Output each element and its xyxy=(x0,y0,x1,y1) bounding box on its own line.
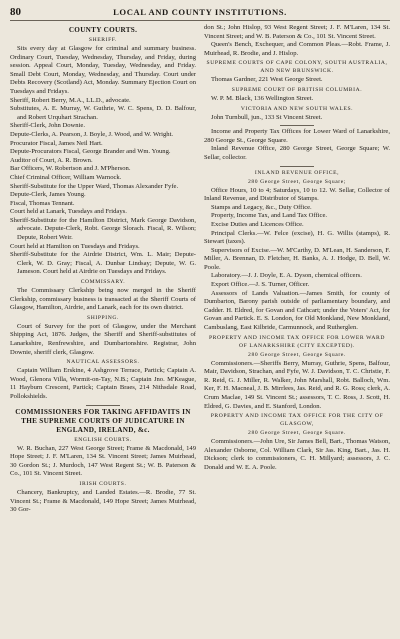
paragraph: Office Hours, 10 to 4; Saturdays, 10 to 12. W. Sellar, Collector of Inland Revenue, and Distributor of Stamps. xyxy=(204,186,390,203)
entry-line: Court held at Lanark, Tuesdays and Fridays. xyxy=(10,208,127,216)
paragraph: Income and Property Tax Offices for Lower Ward of Lanarkshire, 280 George St., George Square. xyxy=(204,128,390,144)
entry-line: Sheriff-Clerk, John Downie. xyxy=(10,122,85,130)
section-divider xyxy=(280,166,314,167)
entry-line: Sheriff-Substitute for the Airdrie District, Wm. L. Mair; Depute-Clerk, W. D. Gray; Fiscal, A. Dunbar Lindsay; Depute, W. G. Jameson. Court held at Airdrie on Tuesdays and Fridays. xyxy=(10,251,196,276)
section-heading: COMMISSIONERS FOR TAKING AFFIDAVITS IN THE SUPREME COURTS OF JUDICATURE IN ENGLAND, IRELAND, &c. xyxy=(15,407,191,434)
paragraph: Supervisors of Excise.—W. M'Carthy, D. M'Lean, H. Sanderson, F. Miller, A. Brennan, D. Fletcher, H. Banks, A. J. Hodge, D. Bell, W. Poole. xyxy=(204,246,390,271)
paragraph: W. R. Buchan, 227 West George Street; Frame & Macdonald, 149 Hope Street; J. F. M'Laren, 134 St. Vincent Street; James Muirhead, 30 Gordon St.; J. Murdoch, 147 West Regent St.; W. B. Paterson & Co., 101 St. Vincent Street. xyxy=(10,444,196,478)
entry-line: Depute-Clerk, James Young. xyxy=(10,191,86,199)
subsection-heading: 280 George Street, George Square. xyxy=(248,351,346,358)
subsection-heading: PROPERTY AND INCOME TAX OFFICE FOR LOWER WARD OF LANARKSHIRE (CITY EXCEPTED). xyxy=(208,334,386,349)
paragraph: John Turnbull, jun., 133 St Vincent Street. xyxy=(211,113,323,121)
subsection-heading: SHERIFF. xyxy=(88,37,118,43)
subsection-heading: NAUTICAL ASSESSORS. xyxy=(66,359,140,366)
subsection-heading: IRISH COURTS. xyxy=(79,480,127,487)
entry-line: Sheriff-Substitute for the Hamilton District, Mark George Davidson, advocate. Depute-Clerk, Robt. George Slorach. Fiscal, R. Wilson; Depute, Robert Weir. xyxy=(10,216,196,242)
subsection-heading: SUPREME COURTS OF CAPE COLONY, SOUTH AUSTRALIA, AND NEW BRUNSWICK. xyxy=(206,60,388,75)
paragraph: Stamps and Legacy, &c., Duty Office. xyxy=(211,203,312,211)
entry-line: Depute-Procurators Fiscal, George Brander and Wm. Young. xyxy=(10,148,171,156)
entry-line: Sheriff-Substitute for the Upper Ward, Thomas Alexander Fyfe. xyxy=(10,182,179,190)
section-heading: COUNTY COURTS. xyxy=(68,26,138,34)
subsection-heading: PROPERTY AND INCOME TAX OFFICE FOR THE CITY OF GLASGOW, xyxy=(210,413,384,428)
section-divider xyxy=(86,405,120,406)
paragraph: Inland Revenue Office, 280 George Street, George Square; W. Sellar, collector. xyxy=(204,145,390,161)
paragraph: Thomas Gardner, 221 West George Street. xyxy=(211,76,323,84)
paragraph: Queen's Bench, Exchequer, and Common Pleas.—Robt. Frame, J. Muirhead, R. Brodie, and J. Hislop. xyxy=(204,41,390,57)
entry-line: Bar Officers, W. Robertson and J. M'Pherson. xyxy=(10,165,131,173)
entry-line: Auditor of Court, A. R. Brown. xyxy=(10,156,93,164)
running-head xyxy=(10,6,390,21)
paragraph: W. P. M. Black, 136 Wellington Street. xyxy=(211,94,314,102)
entry-line: Court held at Hamilton on Tuesdays and Fridays. xyxy=(10,242,140,250)
right-column xyxy=(204,24,390,515)
left-column xyxy=(10,24,196,515)
paragraph: Principal Clerks.—W. Felce (excise), H. G. Willis (stamps), R. Stewart (taxes). xyxy=(204,229,390,246)
paragraph: don St.; John Hislop, 93 West Regent Street; J. F. M'Laren, 134 St. Vincent Street; and W. B. Paterson & Co., 101 St. Vincent Street. xyxy=(204,24,390,40)
subsection-heading: VICTORIA AND NEW SOUTH WALES. xyxy=(240,105,354,112)
subsection-heading: SHIPPING. xyxy=(87,314,119,321)
subsection-heading: 280 George Street, George Square; xyxy=(247,178,347,185)
paragraph: Commissioners.—Sheriffs Berry, Murray, Guthrie, Spens, Balfour, Mair, Davidson, Strachan, and Fyfe, W. J. Davidson, T. C. Christie, F. R. Reid, G. J. Miller, R. Walker, John Marshall, Robt. Balloch, Wm. Ker, F. H. Macneal, J. B. Mirrlees, Jas. Reid, and R. G. Ross; clerk, A. Crum Maclae, 149 St. Vincent St.; assessors, T. C. Ross, J. Scott, H. Eldred, G. Davies, and E. Stanford, London. xyxy=(204,359,390,410)
paragraph: Chancery, Bankruptcy, and Landed Estates.—R. Brodie, 77 St. Vincent St.; Frame & Macdonald, 149 Hope Street; James Muirhead, 30 Gor- xyxy=(10,488,196,514)
paragraph: Assessors of Lands Valuation.—James Smith, for county of Dumbarton, Barony parish outside of parliamentary boundary, and Cadder. H. Eldred, for Govan and Cathcart; under the Voters' Act, for Govan and Partick. E. S. London, for Old Monkland, New Monkland, Cambuslang, East Kilbride, Carmunnock, and Rutherglen. xyxy=(204,289,390,332)
paragraph: Captain William Erskine, 4 Ashgrove Terrace, Partick; Captain A. Wood, Glenora Villa, Wormit-on-Tay, N.B.; Captain Jno. M'Keague, 11 Hayburn Crescent, Partick; Captain Braes, 214 Nithsdale Road, Pollokshields. xyxy=(10,367,196,400)
entry-line: Depute-Clerks, A. Pearson, J. Boyle, J. Wood, and W. Wright. xyxy=(10,130,174,138)
entry-line: Procurator Fiscal, James Neil Hart. xyxy=(10,139,103,147)
running-title: LOCAL AND COUNTY INSTITUTIONS. xyxy=(113,7,287,17)
paragraph: Export Office.—J. S. Turner, Officer. xyxy=(211,281,310,289)
subsection-heading: 280 George Street, George Square. xyxy=(248,430,346,437)
subsection-heading: COMMISSARY. xyxy=(80,279,126,286)
entry-line: Chief Criminal Officer, William Warnock. xyxy=(10,173,122,181)
subsection-heading: INLAND REVENUE OFFICE, xyxy=(254,169,340,176)
entry-line: Sheriff, Robert Berry, M.A., LL.D., advocate. xyxy=(10,96,131,104)
paragraph: Sits every day at Glasgow for criminal and summary business. Ordinary Court, Tuesday, Wednesday, Thursday, and Friday, during session. Appeal Court, Monday, Tuesday, Wednesday, and Friday. Small Debt Court, Monday, Wednesday, and Thursday. Court under Debts Recovery (Scotland) Act, Monday. Summary Ejection Court on Tuesdays and Fridays. xyxy=(10,45,196,95)
two-column-body xyxy=(10,24,390,515)
entry-line: Fiscal, Thomas Tennant. xyxy=(10,199,75,207)
subsection-heading: SUPREME COURT OF BRITISH COLUMBIA. xyxy=(231,86,363,93)
paragraph: Laboratory.—J. J. Doyle, E. A. Dyson, chemical officers. xyxy=(211,272,362,280)
paragraph: Property, Income Tax, and Land Tax Office. xyxy=(211,212,328,220)
paragraph: Court of Survey for the port of Glasgow, under the Merchant Shipping Act, 1876. Judges, the Sheriff and Sheriff-substitutes of Lanarkshire, Renfrewshire, and Dumbartonshire. Registrar, John Downie, sheriff clerk, Glasgow. xyxy=(10,322,196,356)
paragraph: Excise Duties and Licences Office. xyxy=(211,220,304,228)
paragraph: Commissioners.—John Ure, Sir James Bell, Bart., Thomas Watson, Alexander Osborne, Col. William Clark, Sir Jas. King, Bart., Jas. H. Dickson; clerk to commissioners, C. H. Millyard; assessors, J. C. Donald and W. E. A. Poole. xyxy=(204,438,390,471)
section-divider xyxy=(280,125,314,126)
paragraph: The Commissary Clerkship being now merged in the Sheriff Clerkship, commissary business is transacted at the Sheriff Courts of Glasgow, Hamilton, Airdrie, and Lanark, each for its own district. xyxy=(10,287,196,312)
subsection-heading: ENGLISH COURTS. xyxy=(74,436,132,443)
entry-line: Substitutes, A. E. Murray, W. Guthrie, W. C. Spens, D. D. Balfour, and Robert Urquhart Strachan. xyxy=(10,105,196,121)
page-number: 80 xyxy=(10,6,21,18)
